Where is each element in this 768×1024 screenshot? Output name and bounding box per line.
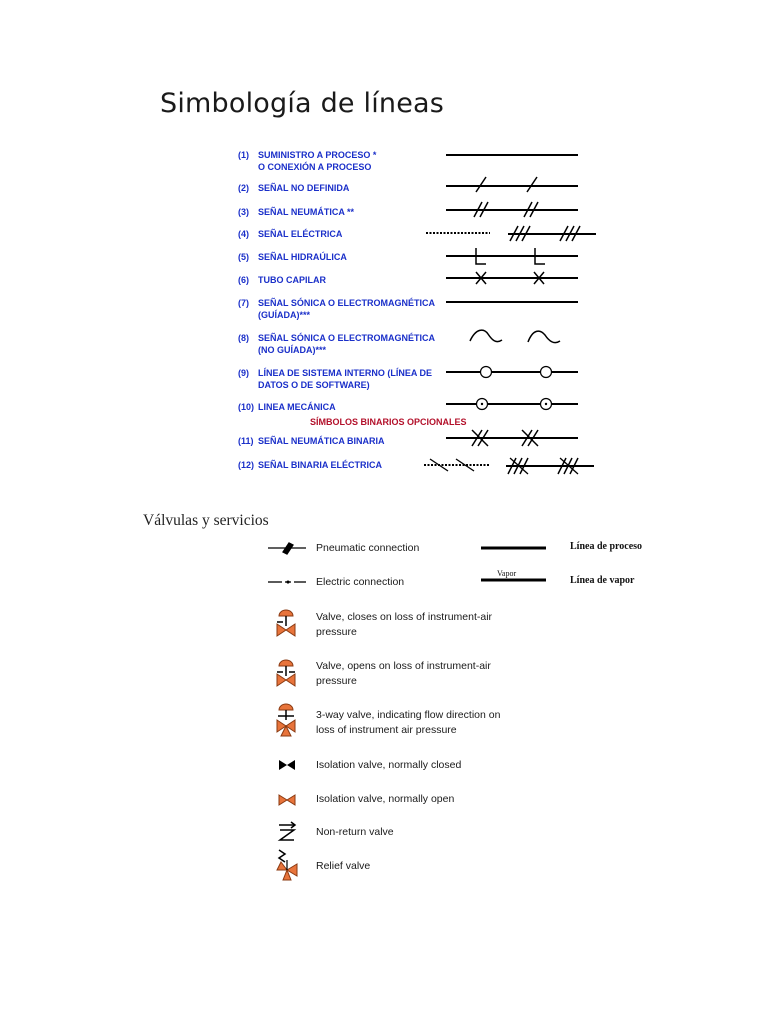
legend-number: (11) bbox=[238, 436, 254, 446]
legend-text: SEÑAL NEUMÁTICA BINARIA bbox=[258, 436, 385, 446]
valve-opens-line1: Valve, opens on loss of instrument-air bbox=[316, 660, 491, 672]
three-way-valve-symbol bbox=[277, 704, 295, 736]
legend-number: (10) bbox=[238, 402, 255, 412]
legend-text: SEÑAL ELÉCTRICA bbox=[258, 229, 343, 239]
valves-title: Válvulas y servicios bbox=[143, 512, 269, 529]
legend-text: SEÑAL NEUMÁTICA ** bbox=[258, 207, 355, 217]
legend-text: TUBO CAPILAR bbox=[258, 275, 326, 285]
legend-number: (9) bbox=[238, 368, 249, 378]
isolation-valve-open-symbol bbox=[279, 795, 295, 805]
legend-number: (2) bbox=[238, 183, 249, 193]
valve-closes-symbol bbox=[277, 610, 295, 636]
valve-closes-label bbox=[316, 610, 492, 640]
legend-text: SEÑAL SÓNICA O ELECTROMAGNÉTICA bbox=[258, 333, 436, 343]
three-way-valve-label bbox=[316, 708, 500, 738]
non-return-valve-label: Non-return valve bbox=[316, 826, 394, 838]
legend-number: (6) bbox=[238, 275, 249, 285]
legend-text-cont: (NO GUÍADA)*** bbox=[258, 345, 327, 355]
electric-connection-symbol bbox=[268, 581, 306, 583]
legend-number: (1) bbox=[238, 150, 249, 160]
legend-text: SEÑAL SÓNICA O ELECTROMAGNÉTICA bbox=[258, 298, 436, 308]
legend-text: SEÑAL HIDRAÚLICA bbox=[258, 252, 347, 262]
legend-number: (5) bbox=[238, 252, 249, 262]
binary-symbols-header: SÍMBOLOS BINARIOS OPCIONALES bbox=[310, 417, 467, 427]
legend-number: (8) bbox=[238, 333, 249, 343]
legend-text: LINEA MECÁNICA bbox=[258, 402, 336, 412]
process-line-label: Línea de proceso bbox=[570, 541, 643, 552]
legend-number: (4) bbox=[238, 229, 249, 239]
isolation-open-label: Isolation valve, normally open bbox=[316, 793, 455, 805]
vapor-tag: Vapor bbox=[497, 569, 517, 578]
non-return-valve-symbol bbox=[279, 822, 295, 840]
vapor-line-label: Línea de vapor bbox=[570, 575, 635, 586]
pneumatic-connection-label: Pneumatic connection bbox=[316, 542, 420, 554]
page-title: Simbología de líneas bbox=[160, 88, 445, 119]
pneumatic-connection-symbol bbox=[268, 543, 306, 554]
three-way-valve-line1: 3-way valve, indicating flow direction on bbox=[316, 709, 501, 721]
legend-number: (12) bbox=[238, 460, 255, 470]
relief-valve-label: Relief valve bbox=[316, 860, 371, 872]
three-way-valve-line2: loss of instrument air pressure bbox=[316, 724, 457, 736]
electric-connection-label: Electric connection bbox=[316, 576, 405, 588]
valve-opens-label bbox=[316, 659, 491, 689]
legend-text-cont: (GUÍADA)*** bbox=[258, 310, 311, 320]
legend-text: LÍNEA DE SISTEMA INTERNO (LÍNEA DE bbox=[258, 368, 433, 378]
valve-opens-symbol bbox=[277, 660, 295, 686]
legend-text: SEÑAL BINARIA ELÉCTRICA bbox=[258, 460, 383, 470]
relief-valve-symbol bbox=[277, 850, 297, 880]
legend-text: SUMINISTRO A PROCESO * bbox=[258, 150, 377, 160]
legend-text-cont: O CONEXIÓN A PROCESO bbox=[258, 162, 372, 172]
valve-closes-line1: Valve, closes on loss of instrument-air bbox=[316, 611, 493, 623]
legend-number: (3) bbox=[238, 207, 249, 217]
valve-closes-line2: pressure bbox=[316, 626, 357, 638]
valve-opens-line2: pressure bbox=[316, 675, 357, 687]
isolation-valve-closed-symbol bbox=[279, 760, 295, 770]
isolation-closed-label: Isolation valve, normally closed bbox=[316, 759, 462, 771]
legend-number: (7) bbox=[238, 298, 249, 308]
legend-text-cont: DATOS O DE SOFTWARE) bbox=[258, 380, 370, 390]
legend-text: SEÑAL NO DEFINIDA bbox=[258, 183, 350, 193]
